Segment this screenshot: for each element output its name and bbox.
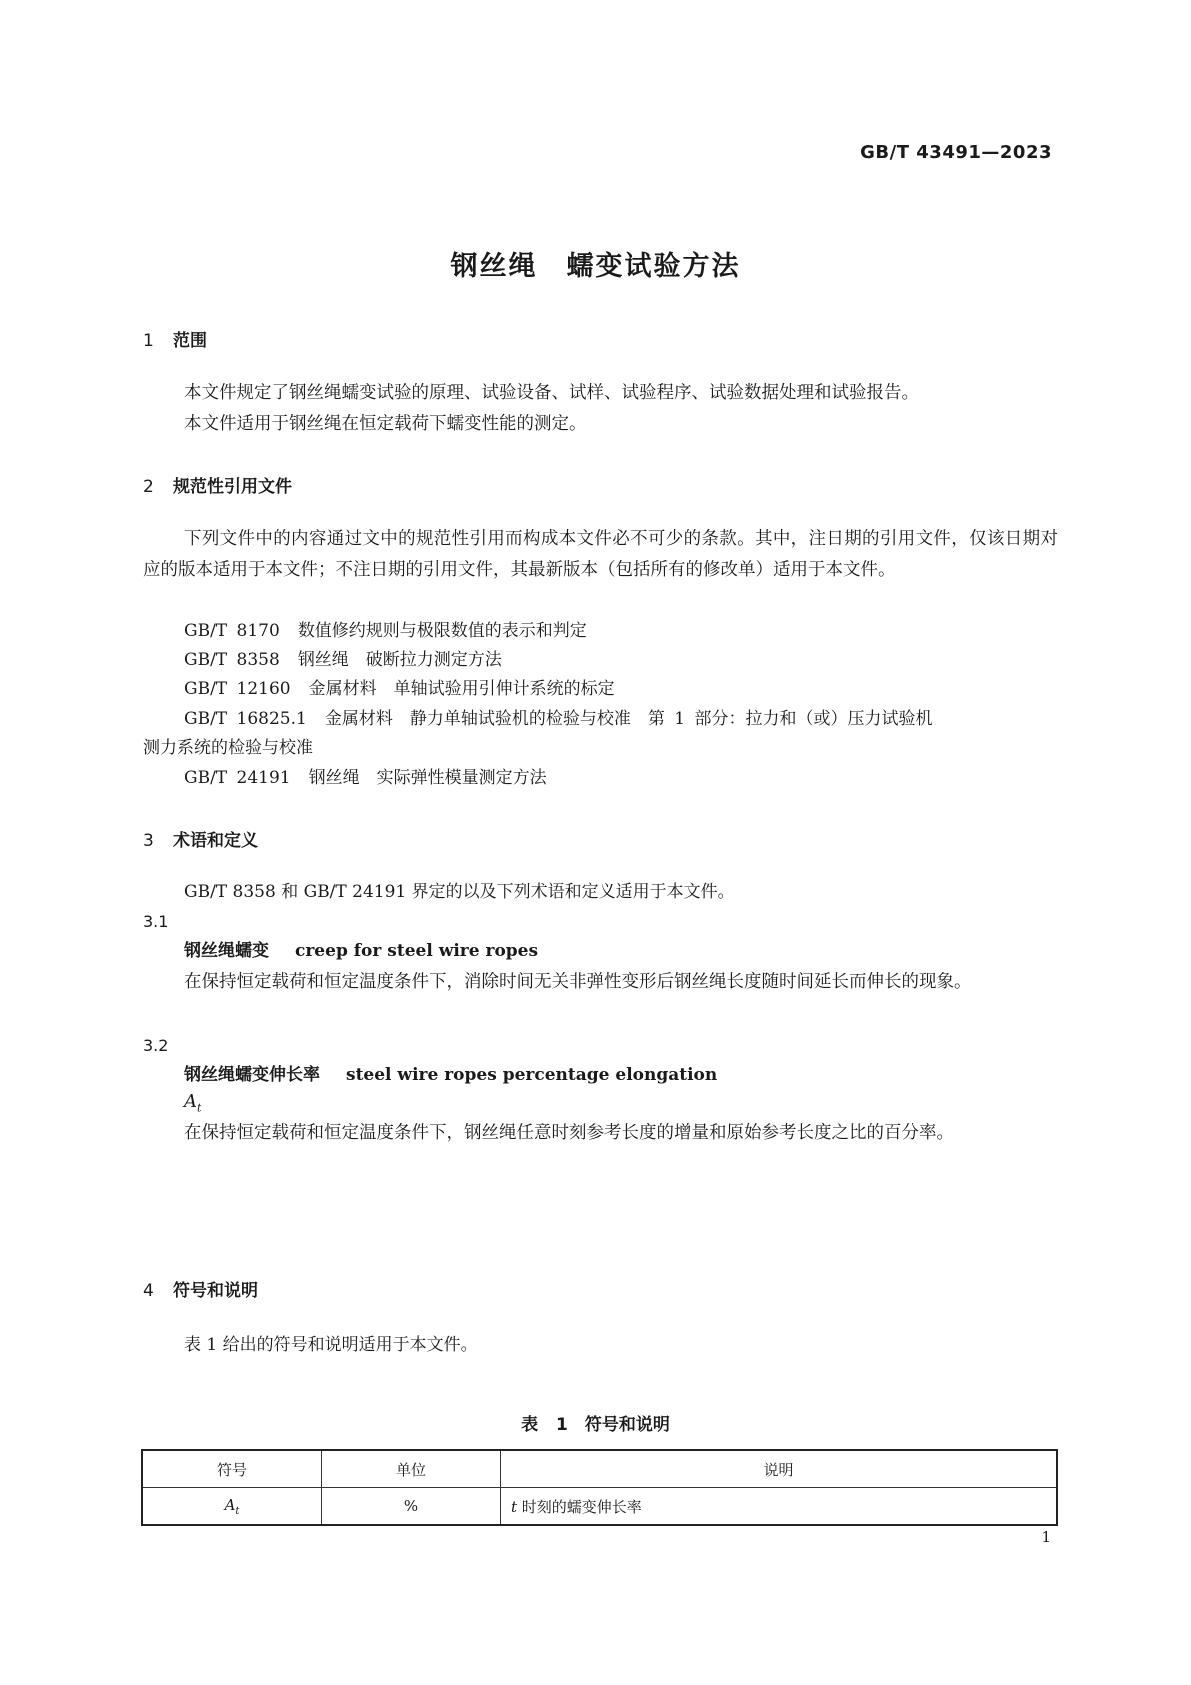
term-entry (184, 1060, 717, 1091)
term-entry (184, 936, 538, 967)
description-text: 时刻的蠕变伸长率 (517, 1497, 642, 1516)
section-number: 3 (143, 831, 154, 851)
symbol-subscript: t (235, 1505, 240, 1517)
symbol-letter: A (224, 1495, 236, 1514)
standard-number: GB/T 43491—2023 (860, 142, 1052, 163)
paragraph: 本文件规定了钢丝绳蠕变试验的原理、试验设备、试样、试验程序、试验数据处理和试验报告。 (184, 383, 919, 403)
term-en: steel wire ropes percentage elongation (346, 1065, 718, 1085)
table-header-cell: 符号 (142, 1450, 322, 1488)
table-caption: 表 1 符号和说明 (521, 1415, 670, 1435)
term-number: 3.1 (143, 912, 169, 931)
table-header-row (142, 1450, 1057, 1488)
term-definition: 在保持恒定载荷和恒定温度条件下，消除时间无关非弹性变形后钢丝绳长度随时间延长而伸长的现象。 (184, 972, 972, 992)
paragraph: 表 1 给出的符号和说明适用于本文件。 (184, 1335, 478, 1355)
section-title: 术语和定义 (173, 831, 258, 851)
reference-item (184, 763, 547, 794)
section-title: 规范性引用文件 (173, 477, 292, 497)
document-title: 钢丝绳 蠕变试验方法 (450, 251, 741, 282)
symbol-letter: A (184, 1091, 197, 1112)
reference-code: GB/T 8170 (184, 621, 280, 641)
reference-item (184, 645, 502, 676)
reference-item (184, 616, 587, 647)
table-row (142, 1488, 1057, 1526)
table-header-cell: 单位 (322, 1450, 501, 1488)
section-title: 范围 (173, 331, 207, 351)
section-2-heading (143, 472, 292, 497)
table-cell-symbol (142, 1488, 322, 1526)
section-4-heading (143, 1276, 258, 1301)
page-number: 1 (1041, 1528, 1051, 1546)
reference-code: GB/T 24191 (184, 768, 291, 788)
term-definition: 在保持恒定载荷和恒定温度条件下，钢丝绳任意时刻参考长度的增量和原始参考长度之比的百分率。 (184, 1123, 954, 1143)
description-variable: t (511, 1497, 518, 1516)
term-zh: 钢丝绳蠕变 (184, 941, 269, 961)
table-cell-description (501, 1488, 1058, 1526)
paragraph: GB/T 8358 和 GB/T 24191 界定的以及下列术语和定义适用于本文件。 (184, 882, 735, 902)
reference-code: GB/T 12160 (184, 679, 291, 699)
section-number: 1 (143, 331, 154, 351)
paragraph: 下列文件中的内容通过文中的规范性引用而构成本文件必不可少的条款。其中，注日期的引用文件，仅该日期对应的版本适用于本文件；不注日期的引用文件，其最新版本（包括所有的修改单）适用于本文件。 (143, 529, 1058, 580)
table-header-cell: 说明 (501, 1450, 1058, 1488)
reference-title: 数值修约规则与极限数值的表示和判定 (297, 621, 587, 641)
reference-code: GB/T 16825.1 (184, 709, 307, 729)
section-number: 4 (143, 1281, 154, 1301)
symbol-subscript: t (197, 1101, 202, 1115)
reference-code: GB/T 8358 (184, 650, 280, 670)
reference-title: 钢丝绳 破断拉力测定方法 (297, 650, 502, 670)
term-symbol (184, 1091, 201, 1115)
reference-title: 金属材料 静力单轴试验机的检验与校准 第 1 部分：拉力和（或）压力试验机 (324, 709, 933, 729)
reference-item (184, 674, 615, 705)
paragraph: 本文件适用于钢丝绳在恒定载荷下蠕变性能的测定。 (184, 414, 587, 434)
term-number: 3.2 (143, 1036, 169, 1055)
term-en: creep for steel wire ropes (295, 941, 539, 961)
symbols-table (141, 1449, 1058, 1526)
term-zh: 钢丝绳蠕变伸长率 (184, 1065, 320, 1085)
reference-continuation: 测力系统的检验与校准 (143, 738, 313, 758)
reference-title: 钢丝绳 实际弹性模量测定方法 (308, 768, 547, 788)
reference-title: 金属材料 单轴试验用引伸计系统的标定 (308, 679, 615, 699)
section-title: 符号和说明 (173, 1281, 258, 1301)
section-3-heading (143, 826, 258, 851)
section-1-heading (143, 326, 207, 351)
reference-item (184, 704, 932, 735)
table-cell-unit: % (322, 1488, 501, 1526)
section-number: 2 (143, 477, 154, 497)
